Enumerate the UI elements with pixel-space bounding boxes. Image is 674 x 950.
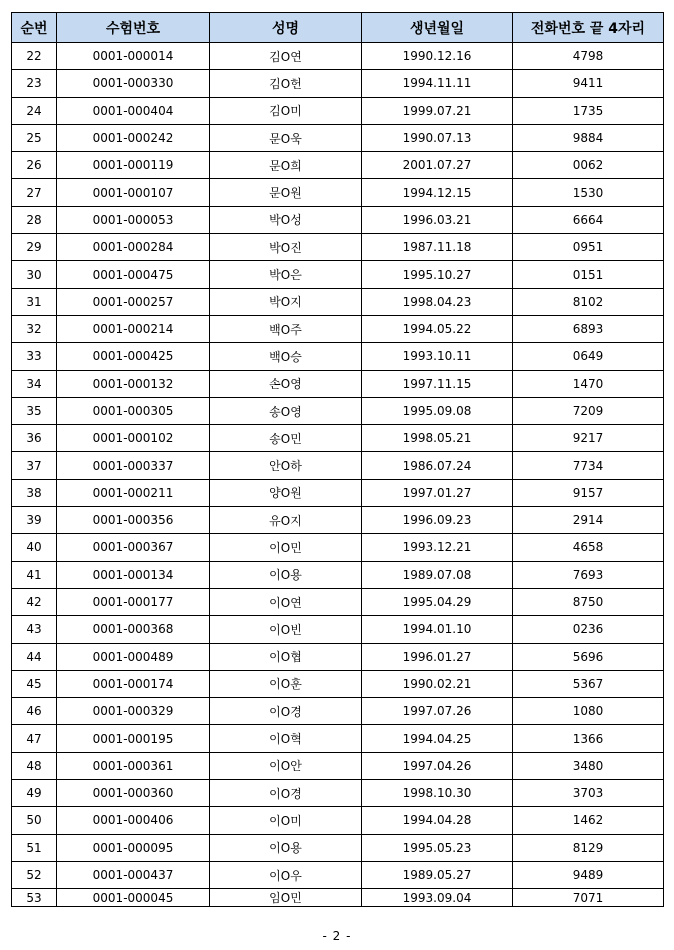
exam-number-cell: 0001-000284 [57,234,210,261]
table-row [12,861,664,888]
seq-cell: 39 [12,507,57,534]
phone-last4-cell: 1470 [513,370,664,397]
phone-last4-cell: 8750 [513,588,664,615]
phone-last4-cell: 9884 [513,124,664,151]
exam-number-cell: 0001-000356 [57,507,210,534]
table-row [12,807,664,834]
seq-cell: 33 [12,343,57,370]
table-row [12,725,664,752]
birthdate-cell: 1997.01.27 [362,479,513,506]
phone-last4-cell: 6664 [513,206,664,233]
exam-number-cell: 0001-000195 [57,725,210,752]
name-cell: 이O혁 [210,725,362,752]
seq-cell: 35 [12,397,57,424]
birthdate-cell: 1989.05.27 [362,861,513,888]
phone-last4-cell: 1530 [513,179,664,206]
phone-last4-cell: 3703 [513,780,664,807]
birthdate-cell: 1993.09.04 [362,889,513,907]
exam-number-cell: 0001-000360 [57,780,210,807]
birthdate-cell: 1995.04.29 [362,588,513,615]
name-cell: 이O안 [210,752,362,779]
seq-cell: 44 [12,643,57,670]
birthdate-cell: 1987.11.18 [362,234,513,261]
phone-last4-cell: 9411 [513,70,664,97]
seq-cell: 41 [12,561,57,588]
exam-number-cell: 0001-000045 [57,889,210,907]
name-cell: 양O원 [210,479,362,506]
exam-number-cell: 0001-000107 [57,179,210,206]
phone-last4-cell: 0151 [513,261,664,288]
phone-last4-cell: 9217 [513,425,664,452]
exam-number-cell: 0001-000305 [57,397,210,424]
table-row [12,752,664,779]
phone-last4-cell: 4658 [513,534,664,561]
seq-cell: 48 [12,752,57,779]
birthdate-cell: 1996.01.27 [362,643,513,670]
phone-last4-cell: 1462 [513,807,664,834]
phone-last4-cell: 0062 [513,152,664,179]
phone-last4-cell: 9157 [513,479,664,506]
header-row [12,13,664,43]
birthdate-cell: 1990.02.21 [362,670,513,697]
header-birthdate: 생년월일 [362,13,513,43]
header-name: 성명 [210,13,362,43]
phone-last4-cell: 1080 [513,698,664,725]
seq-cell: 29 [12,234,57,261]
birthdate-cell: 1994.04.28 [362,807,513,834]
seq-cell: 51 [12,834,57,861]
seq-cell: 23 [12,70,57,97]
name-cell: 이O경 [210,698,362,725]
seq-cell: 26 [12,152,57,179]
table-row [12,261,664,288]
table-header [12,13,664,43]
header-phone-last4: 전화번호 끝 4자리 [513,13,664,43]
table-row [12,97,664,124]
birthdate-cell: 2001.07.27 [362,152,513,179]
table-row [12,698,664,725]
birthdate-cell: 1994.12.15 [362,179,513,206]
phone-last4-cell: 7693 [513,561,664,588]
name-cell: 백O주 [210,315,362,342]
birthdate-cell: 1993.12.21 [362,534,513,561]
birthdate-cell: 1993.10.11 [362,343,513,370]
exam-number-cell: 0001-000337 [57,452,210,479]
phone-last4-cell: 1366 [513,725,664,752]
seq-cell: 31 [12,288,57,315]
table-row [12,43,664,70]
name-cell: 이O빈 [210,616,362,643]
exam-number-cell: 0001-000406 [57,807,210,834]
birthdate-cell: 1995.05.23 [362,834,513,861]
seq-cell: 38 [12,479,57,506]
phone-last4-cell: 0236 [513,616,664,643]
name-cell: 김O헌 [210,70,362,97]
name-cell: 이O용 [210,834,362,861]
exam-number-cell: 0001-000174 [57,670,210,697]
table-row [12,588,664,615]
seq-cell: 42 [12,588,57,615]
birthdate-cell: 1994.01.10 [362,616,513,643]
name-cell: 유O지 [210,507,362,534]
birthdate-cell: 1999.07.21 [362,97,513,124]
phone-last4-cell: 8129 [513,834,664,861]
name-cell: 송O영 [210,397,362,424]
seq-cell: 25 [12,124,57,151]
phone-last4-cell: 1735 [513,97,664,124]
seq-cell: 47 [12,725,57,752]
birthdate-cell: 1994.04.25 [362,725,513,752]
exam-number-cell: 0001-000177 [57,588,210,615]
table-row [12,479,664,506]
seq-cell: 27 [12,179,57,206]
table-row [12,889,664,907]
table-row [12,343,664,370]
birthdate-cell: 1996.03.21 [362,206,513,233]
seq-cell: 36 [12,425,57,452]
table-row [12,315,664,342]
birthdate-cell: 1997.07.26 [362,698,513,725]
name-cell: 임O민 [210,889,362,907]
table-row [12,834,664,861]
seq-cell: 37 [12,452,57,479]
seq-cell: 45 [12,670,57,697]
exam-number-cell: 0001-000134 [57,561,210,588]
table-row [12,234,664,261]
name-cell: 이O훈 [210,670,362,697]
exam-number-cell: 0001-000014 [57,43,210,70]
seq-cell: 52 [12,861,57,888]
phone-last4-cell: 9489 [513,861,664,888]
name-cell: 이O민 [210,534,362,561]
table-row [12,397,664,424]
seq-cell: 50 [12,807,57,834]
name-cell: 손O영 [210,370,362,397]
name-cell: 김O미 [210,97,362,124]
seq-cell: 22 [12,43,57,70]
name-cell: 박O성 [210,206,362,233]
table-row [12,179,664,206]
name-cell: 백O승 [210,343,362,370]
exam-number-cell: 0001-000242 [57,124,210,151]
table-row [12,152,664,179]
table-row [12,452,664,479]
phone-last4-cell: 3480 [513,752,664,779]
birthdate-cell: 1989.07.08 [362,561,513,588]
phone-last4-cell: 0951 [513,234,664,261]
exam-number-cell: 0001-000367 [57,534,210,561]
exam-number-cell: 0001-000489 [57,643,210,670]
birthdate-cell: 1998.10.30 [362,780,513,807]
phone-last4-cell: 7734 [513,452,664,479]
seq-cell: 32 [12,315,57,342]
phone-last4-cell: 7209 [513,397,664,424]
seq-cell: 24 [12,97,57,124]
applicant-table [11,12,664,907]
table-row [12,670,664,697]
phone-last4-cell: 8102 [513,288,664,315]
phone-last4-cell: 6893 [513,315,664,342]
seq-cell: 40 [12,534,57,561]
table-row [12,370,664,397]
table-row [12,425,664,452]
exam-number-cell: 0001-000132 [57,370,210,397]
birthdate-cell: 1995.09.08 [362,397,513,424]
exam-number-cell: 0001-000425 [57,343,210,370]
table-row [12,616,664,643]
table-row [12,780,664,807]
birthdate-cell: 1998.04.23 [362,288,513,315]
seq-cell: 46 [12,698,57,725]
exam-number-cell: 0001-000361 [57,752,210,779]
name-cell: 박O진 [210,234,362,261]
phone-last4-cell: 7071 [513,889,664,907]
phone-last4-cell: 2914 [513,507,664,534]
exam-number-cell: 0001-000330 [57,70,210,97]
name-cell: 안O하 [210,452,362,479]
exam-number-cell: 0001-000119 [57,152,210,179]
birthdate-cell: 1997.04.26 [362,752,513,779]
seq-cell: 49 [12,780,57,807]
name-cell: 박O은 [210,261,362,288]
name-cell: 문O희 [210,152,362,179]
seq-cell: 30 [12,261,57,288]
birthdate-cell: 1994.11.11 [362,70,513,97]
exam-number-cell: 0001-000102 [57,425,210,452]
seq-cell: 28 [12,206,57,233]
name-cell: 이O연 [210,588,362,615]
table-row [12,206,664,233]
name-cell: 박O지 [210,288,362,315]
name-cell: 이O우 [210,861,362,888]
table-row [12,643,664,670]
name-cell: 이O용 [210,561,362,588]
phone-last4-cell: 5696 [513,643,664,670]
birthdate-cell: 1990.12.16 [362,43,513,70]
birthdate-cell: 1997.11.15 [362,370,513,397]
table-row [12,124,664,151]
birthdate-cell: 1996.09.23 [362,507,513,534]
exam-number-cell: 0001-000404 [57,97,210,124]
phone-last4-cell: 5367 [513,670,664,697]
table-row [12,70,664,97]
birthdate-cell: 1995.10.27 [362,261,513,288]
seq-cell: 43 [12,616,57,643]
exam-number-cell: 0001-000214 [57,315,210,342]
name-cell: 이O경 [210,780,362,807]
birthdate-cell: 1990.07.13 [362,124,513,151]
table-row [12,507,664,534]
exam-number-cell: 0001-000437 [57,861,210,888]
exam-number-cell: 0001-000053 [57,206,210,233]
exam-number-cell: 0001-000211 [57,479,210,506]
phone-last4-cell: 4798 [513,43,664,70]
exam-number-cell: 0001-000257 [57,288,210,315]
birthdate-cell: 1998.05.21 [362,425,513,452]
birthdate-cell: 1986.07.24 [362,452,513,479]
page-number: - 2 - [322,929,352,943]
phone-last4-cell: 0649 [513,343,664,370]
table-row [12,534,664,561]
exam-number-cell: 0001-000329 [57,698,210,725]
name-cell: 김O연 [210,43,362,70]
name-cell: 송O민 [210,425,362,452]
name-cell: 문O욱 [210,124,362,151]
seq-cell: 53 [12,889,57,907]
exam-number-cell: 0001-000368 [57,616,210,643]
header-seq: 순번 [12,13,57,43]
seq-cell: 34 [12,370,57,397]
header-exam-number: 수험번호 [57,13,210,43]
name-cell: 이O미 [210,807,362,834]
name-cell: 문O원 [210,179,362,206]
name-cell: 이O협 [210,643,362,670]
table-row [12,288,664,315]
table-body [12,43,664,907]
exam-number-cell: 0001-000095 [57,834,210,861]
birthdate-cell: 1994.05.22 [362,315,513,342]
table-row [12,561,664,588]
exam-number-cell: 0001-000475 [57,261,210,288]
